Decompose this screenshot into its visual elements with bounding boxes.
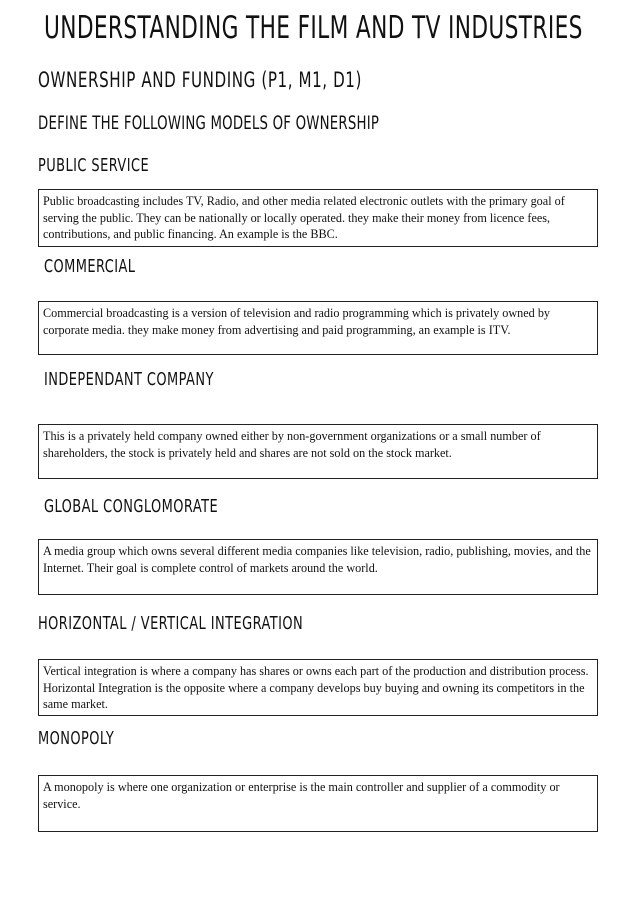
page-title: UNDERSTANDING THE FILM AND TV INDUSTRIES <box>44 10 583 46</box>
definition-box-monopoly[interactable]: A monopoly is where one organization or enterprise is the main controller and supplier of a commodity or service. <box>38 775 598 832</box>
section-heading-independant-company: INDEPENDANT COMPANY <box>44 369 214 390</box>
instruction-heading: DEFINE THE FOLLOWING MODELS OF OWNERSHIP <box>38 112 380 134</box>
definition-box-commercial[interactable]: Commercial broadcasting is a version of television and radio programming which is privately owned by corporate media. they make money from advertising and paid programming, an example is ITV. <box>38 301 598 355</box>
section-heading-integration: HORIZONTAL / VERTICAL INTEGRATION <box>38 613 304 634</box>
section-heading-public-service: PUBLIC SERVICE <box>38 155 150 176</box>
definition-box-independant-company[interactable]: This is a privately held company owned either by non-government organizations or a small number of shareholders, the stock is privately held and shares are not sold on the stock market. <box>38 424 598 479</box>
definition-box-integration[interactable]: Vertical integration is where a company has shares or owns each part of the production and distribution process. Horizontal Integration is the opposite where a company develops buy buying and owning its competitors in the same market. <box>38 659 598 716</box>
definition-box-global-conglomorate[interactable]: A media group which owns several different media companies like television, radio, publishing, movies, and the Internet. Their goal is complete control of markets around the world. <box>38 539 598 595</box>
definition-box-public-service[interactable]: Public broadcasting includes TV, Radio, and other media related electronic outlets with the primary goal of serving the public. They can be nationally or locally operated. they make their money from licence fees, contributions, and public financing. An example is the BBC. <box>38 189 598 247</box>
section-heading-global-conglomorate: GLOBAL CONGLOMORATE <box>44 496 219 517</box>
section-heading-monopoly: MONOPOLY <box>38 728 115 749</box>
page-subtitle: OWNERSHIP AND FUNDING (P1, M1, D1) <box>38 68 362 92</box>
section-heading-commercial: COMMERCIAL <box>44 256 136 277</box>
